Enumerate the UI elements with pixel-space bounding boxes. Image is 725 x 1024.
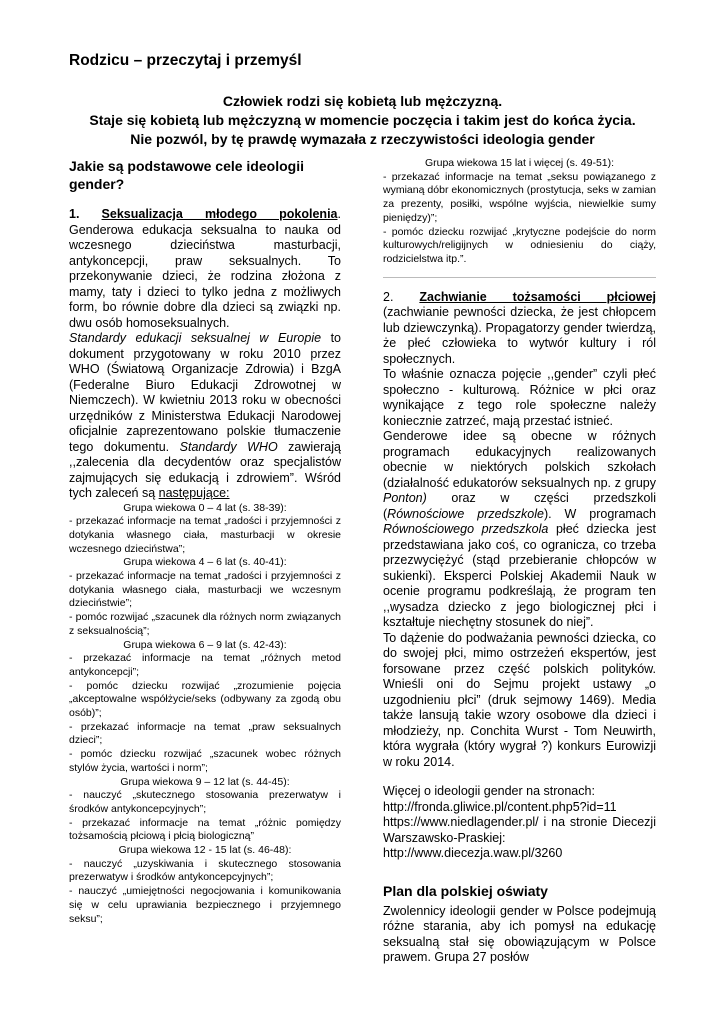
section-2-text: (zachwianie pewności dziecka, że jest chłopcem lub dziewczynką). Propagatorzy gender twierdzą, że płeć człowieka to wytwór kultury i ról społecznych.: [383, 305, 656, 366]
link-fronda[interactable]: http://fronda.gliwice.pl/content.php5?id=11: [383, 799, 617, 814]
link-diecezja[interactable]: http://www.diecezja.waw.pl/3260: [383, 846, 563, 861]
age-group-item: - pomóc dziecku rozwijać „krytyczne podejście do norm kulturowych/religijnych w odniesieniu do ciąży, rodzicielstwa itp.”.: [383, 225, 656, 265]
age-group-heading: Grupa wiekowa 9 – 12 lat (s. 44-45):: [120, 775, 290, 788]
standards-tail: następujące:: [158, 486, 230, 500]
age-group-item: - przekazać informacje na temat „praw seksualnych dzieci”;: [69, 720, 341, 747]
age-group-item: - pomóc rozwijać „szacunek dla różnych norm związanych z seksualnością”;: [69, 611, 341, 637]
gender-definition-paragraph: To właśnie oznacza pojęcie ,,gender” czyli płeć społeczno - kulturową. Różnice w płci oraz wynikające z tego role społeczne należy koniecznie zatrzeć, mają przestać istnieć.: [383, 367, 656, 428]
programs-text-3: ). W programach: [543, 506, 656, 521]
politics-paragraph: To dążenie do podważania pewności dziecka, co do swojej płci, mimo ostrzeżeń ekspertów, jest forsowane przez część polskich polityków. Wnieśli oni do Sejmu projekt ustawy „o uzgodnieniu płci” (druk sejmowy 1469). Media także lansują takie wzory osobowe dla dzieci i młodzieży, np. Conchita Wurst - Tom Neuwirth, która wygrała (który wygrał ?) konkurs Eurowizji w roku 2014.: [383, 630, 656, 769]
age-group-item: - przekazać informacje na temat „różnic pomiędzy tożsamością płciową i płcią biologiczną”: [69, 816, 341, 843]
programs-text: Genderowe idee są obecne w różnych programach edukacyjnych realizowanych obecnie w niektórych polskich szkołach (działalność edukatorów seksualnych np. z grupy: [383, 429, 656, 490]
age-group-heading: Grupa wiekowa 15 lat i więcej (s. 49-51):: [424, 157, 615, 169]
programs-ponton: Ponton): [383, 491, 427, 506]
left-column: [69, 157, 341, 926]
section-1-number: 1.: [69, 207, 80, 221]
lead-line: Staje się kobietą lub mężczyzną w momencie poczęcia i takim jest do końca życia.: [89, 112, 636, 128]
standards-who: Standardy WHO: [179, 439, 278, 454]
programs-paragraph: [383, 429, 656, 631]
programs-text-4: płeć dziecka jest przedstawiana jako coś, co ogranicza, co trzeba przezwyciężyć (stąd przebieranie chłopców w sukienki). Eksperci Polskiej Akademii Nauk w ocenie programu podkreślają, że program ten ,,wysadza dziecko z jego biologicznej płci i kształtuje niechętny stosunek do niej”.: [383, 522, 657, 630]
section-2-number: 2.: [383, 289, 420, 304]
age-group-heading: Grupa wiekowa 4 – 6 lat (s. 40-41):: [123, 556, 287, 569]
age-group-item: - nauczyć „umiejętności negocjowania i komunikowania się w celu uprawiania bezpiecznego i przyjemnego seksu”;: [69, 885, 341, 925]
link-niedlagender-text[interactable]: https://www.niedlagender.pl/ i na stronie Diecezji Warszawsko-Praskiej:: [383, 815, 656, 845]
age-group-heading: Grupa wiekowa 6 – 9 lat (s. 42-43):: [123, 638, 287, 651]
age-group-item: - przekazać informacje na temat „radości i przyjemności z dotykania własnego ciała, masturbacji w okresie wczesnego dzieciństwa”;: [69, 515, 341, 555]
lead-line: Człowiek rodzi się kobietą lub mężczyzną.: [222, 93, 503, 109]
age-group-item: - przekazać informacje na temat „seksu powiązanego z wymianą dóbr ekonomicznych (prostytucja, seks w zamian za prezenty, posiłki, wspólne wyjścia, niewielkie sumy pieniędzy)”;: [383, 170, 656, 224]
more-info-label: Więcej o ideologii gender na stronach:: [383, 784, 595, 799]
standards-title: Standardy edukacji seksualnej w Europie: [69, 331, 322, 345]
section-heading-goals: Jakie są podstawowe cele ideologii gender?: [69, 158, 304, 192]
right-column: [383, 157, 656, 966]
section-1-title: Seksualizacja młodego pokolenia: [101, 207, 338, 221]
standards-text-2: zawierają ,,zalecenia dla decydentów oraz specjalistów zajmujących się edukacją i zdrowiem”. Wśród tych zaleceń są: [69, 439, 341, 500]
page-title: Rodzicu – przeczytaj i przemyśl: [69, 52, 302, 69]
age-group-item: - pomóc dziecku rozwijać „zrozumienie pojęcia „akceptowalne współżycie/seks (odbywany za zgodą obu osób)”;: [69, 679, 341, 720]
section-2-title: Zachwianie tożsamości płciowej: [419, 289, 656, 304]
age-group-item: - nauczyć „skutecznego stosowania prezerwatyw i środków antykoncepcyjnych”;: [69, 789, 341, 815]
age-group-heading: Grupa wiekowa 0 – 4 lat (s. 38-39):: [123, 501, 287, 514]
standards-paragraph: [69, 331, 341, 502]
section-heading-plan: Plan dla polskiej oświaty: [383, 882, 548, 899]
age-group-item: - przekazać informacje na temat „radości i przyjemności z dotykania własnego ciała, masturbacji we wczesnym dzieciństwie”;: [69, 570, 341, 610]
standards-text: to dokument przygotowany w roku 2010 przez WHO (Światową Organizacje Zdrowia) i BzgA (Federalne Biuro Edukacji Zdrowotnej w Niemczech). W kwietniu 2013 roku w obecności urzędników z Ministerstwa Edukacji Narodowej oficjalnie zaprezentowano polskie tłumaczenie tego dokumentu.: [69, 331, 341, 454]
divider: [383, 277, 656, 278]
programs-text-2: oraz w części przedszkoli (: [383, 491, 656, 521]
section-2-paragraph: [383, 290, 656, 368]
programs-equal-kindergarten: Równościowe przedszkole: [387, 506, 544, 521]
age-group-item: - pomóc dziecku rozwijać „szacunek wobec różnych stylów życia, wartości i norm”;: [69, 748, 341, 774]
age-group-item: - nauczyć „uzyskiwania i skutecznego stosowania prezerwatyw i środków antykoncepcyjnych”;: [69, 857, 341, 884]
section-1-paragraph: [69, 207, 341, 331]
lead-line: Nie pozwól, by tę prawdę wymazała z rzeczywistości ideologia gender: [130, 131, 595, 147]
section-1-text: . Genderowa edukacja seksualna to nauka od wczesnego dzieciństwa masturbacji, antykoncepcji, praw seksualnych. To przekonywanie dzieci, że rodzina złożona z mamy, taty i dzieci to tylko jedna z możliwych form, bo równie dobre dla dzieci są związki np. dwu osób homoseksualnych.: [69, 207, 341, 330]
age-group-item: - przekazać informacje na temat „różnych metod antykoncepcji”;: [69, 652, 341, 678]
programs-equal-kindergarten-2: Równościowego przedszkola: [383, 522, 549, 537]
age-group-heading: Grupa wiekowa 12 - 15 lat (s. 46-48):: [118, 844, 292, 857]
plan-paragraph: Zwolennicy ideologii gender w Polsce podejmują różne starania, aby ich pomysł na edukację seksualną stał się obowiązującym w Polsce prawem. Grupa 27 posłów: [383, 903, 656, 965]
lead-statement: [60, 92, 665, 149]
